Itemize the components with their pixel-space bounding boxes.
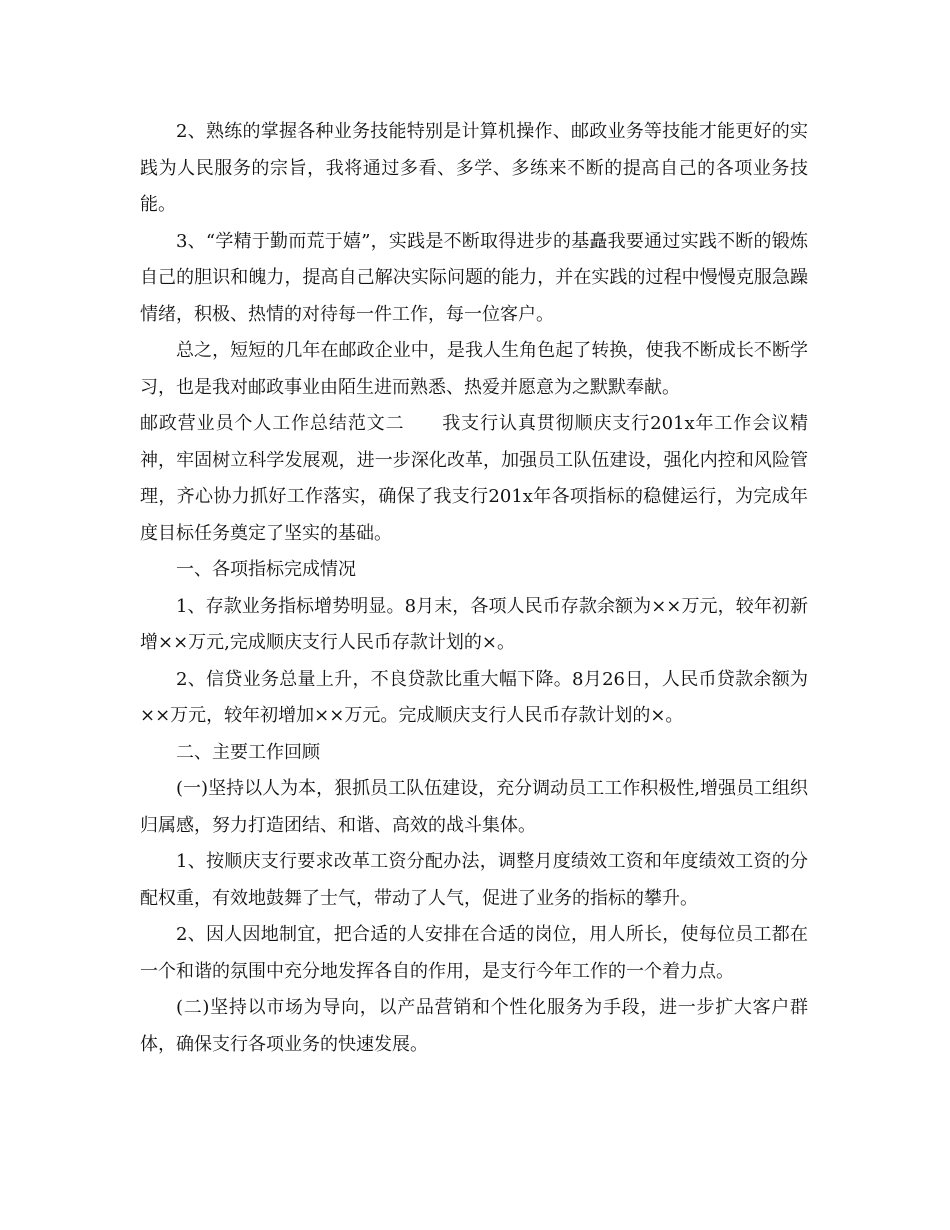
section-heading-review: 二、主要工作回顾 (176, 741, 320, 763)
section-heading-indicators: 一、各项指标完成情况 (176, 559, 356, 580)
paragraph-people-first: (一)坚持以人为本，狠抓员工队伍建设，充分调动员工工作积极性,增强员工组织归属感，努力打造团结、和谐、高效的战斗集体。 (140, 778, 808, 836)
paragraph-practice: 3、“学精于勤而荒于嬉”，实践是不断取得进步的基矗我要通过实践不断的锻炼自己的胆识和魄力，提高自己解决实际问题的能力，并在实践的过程中慢慢克服急躁情绪，积极、热情的对待每一件工作，每一位客户。 (140, 230, 808, 325)
document-body (140, 114, 808, 1063)
paragraph-market-oriented: (二)坚持以市场为导向，以产品营销和个性化服务为手段，进一步扩大客户群体，确保支行各项业务的快速发展。 (140, 997, 808, 1055)
paragraph-skills: 2、熟练的掌握各种业务技能特别是计算机操作、邮政业务等技能才能更好的实践为人民服务的宗旨，我将通过多看、多学、多练来不断的提高自己的各项业务技能。 (140, 121, 808, 215)
paragraph-salary-reform: 1、按顺庆支行要求改革工资分配办法，调整月度绩效工资和年度绩效工资的分配权重，有效地鼓舞了士气，带动了人气，促进了业务的指标的攀升。 (140, 851, 808, 909)
paragraph-loans: 2、信贷业务总量上升，不良贷款比重大幅下降。8月26日，人民币贷款余额为××万元，较年初增加××万元。完成顺庆支行人民币存款计划的×。 (140, 668, 808, 726)
paragraph-summary: 总之，短短的几年在邮政企业中，是我人生角色起了转换，使我不断成长不断学习，也是我对邮政事业由陌生进而熟悉、热爱并愿意为之默默奉献。 (140, 340, 808, 398)
paragraph-sample-two-intro: 邮政营业员个人工作总结范文二 我支行认真贯彻顺庆支行201x年工作会议精神，牢固树立科学发展观，进一步深化改革，加强员工队伍建设，强化内控和风险管理，齐心协力抓好工作落实，确保了我支行201x年各项指标的稳健运行，为完成年度目标任务奠定了坚实的基础。 (140, 413, 808, 544)
paragraph-staff-placement: 2、因人因地制宜，把合适的人安排在合适的岗位，用人所长，使每位员工都在一个和谐的氛围中充分地发挥各自的作用，是支行今年工作的一个着力点。 (140, 924, 808, 982)
paragraph-deposits: 1、存款业务指标增势明显。8月末，各项人民币存款余额为××万元，较年初新增××万元,完成顺庆支行人民币存款计划的×。 (140, 595, 808, 653)
